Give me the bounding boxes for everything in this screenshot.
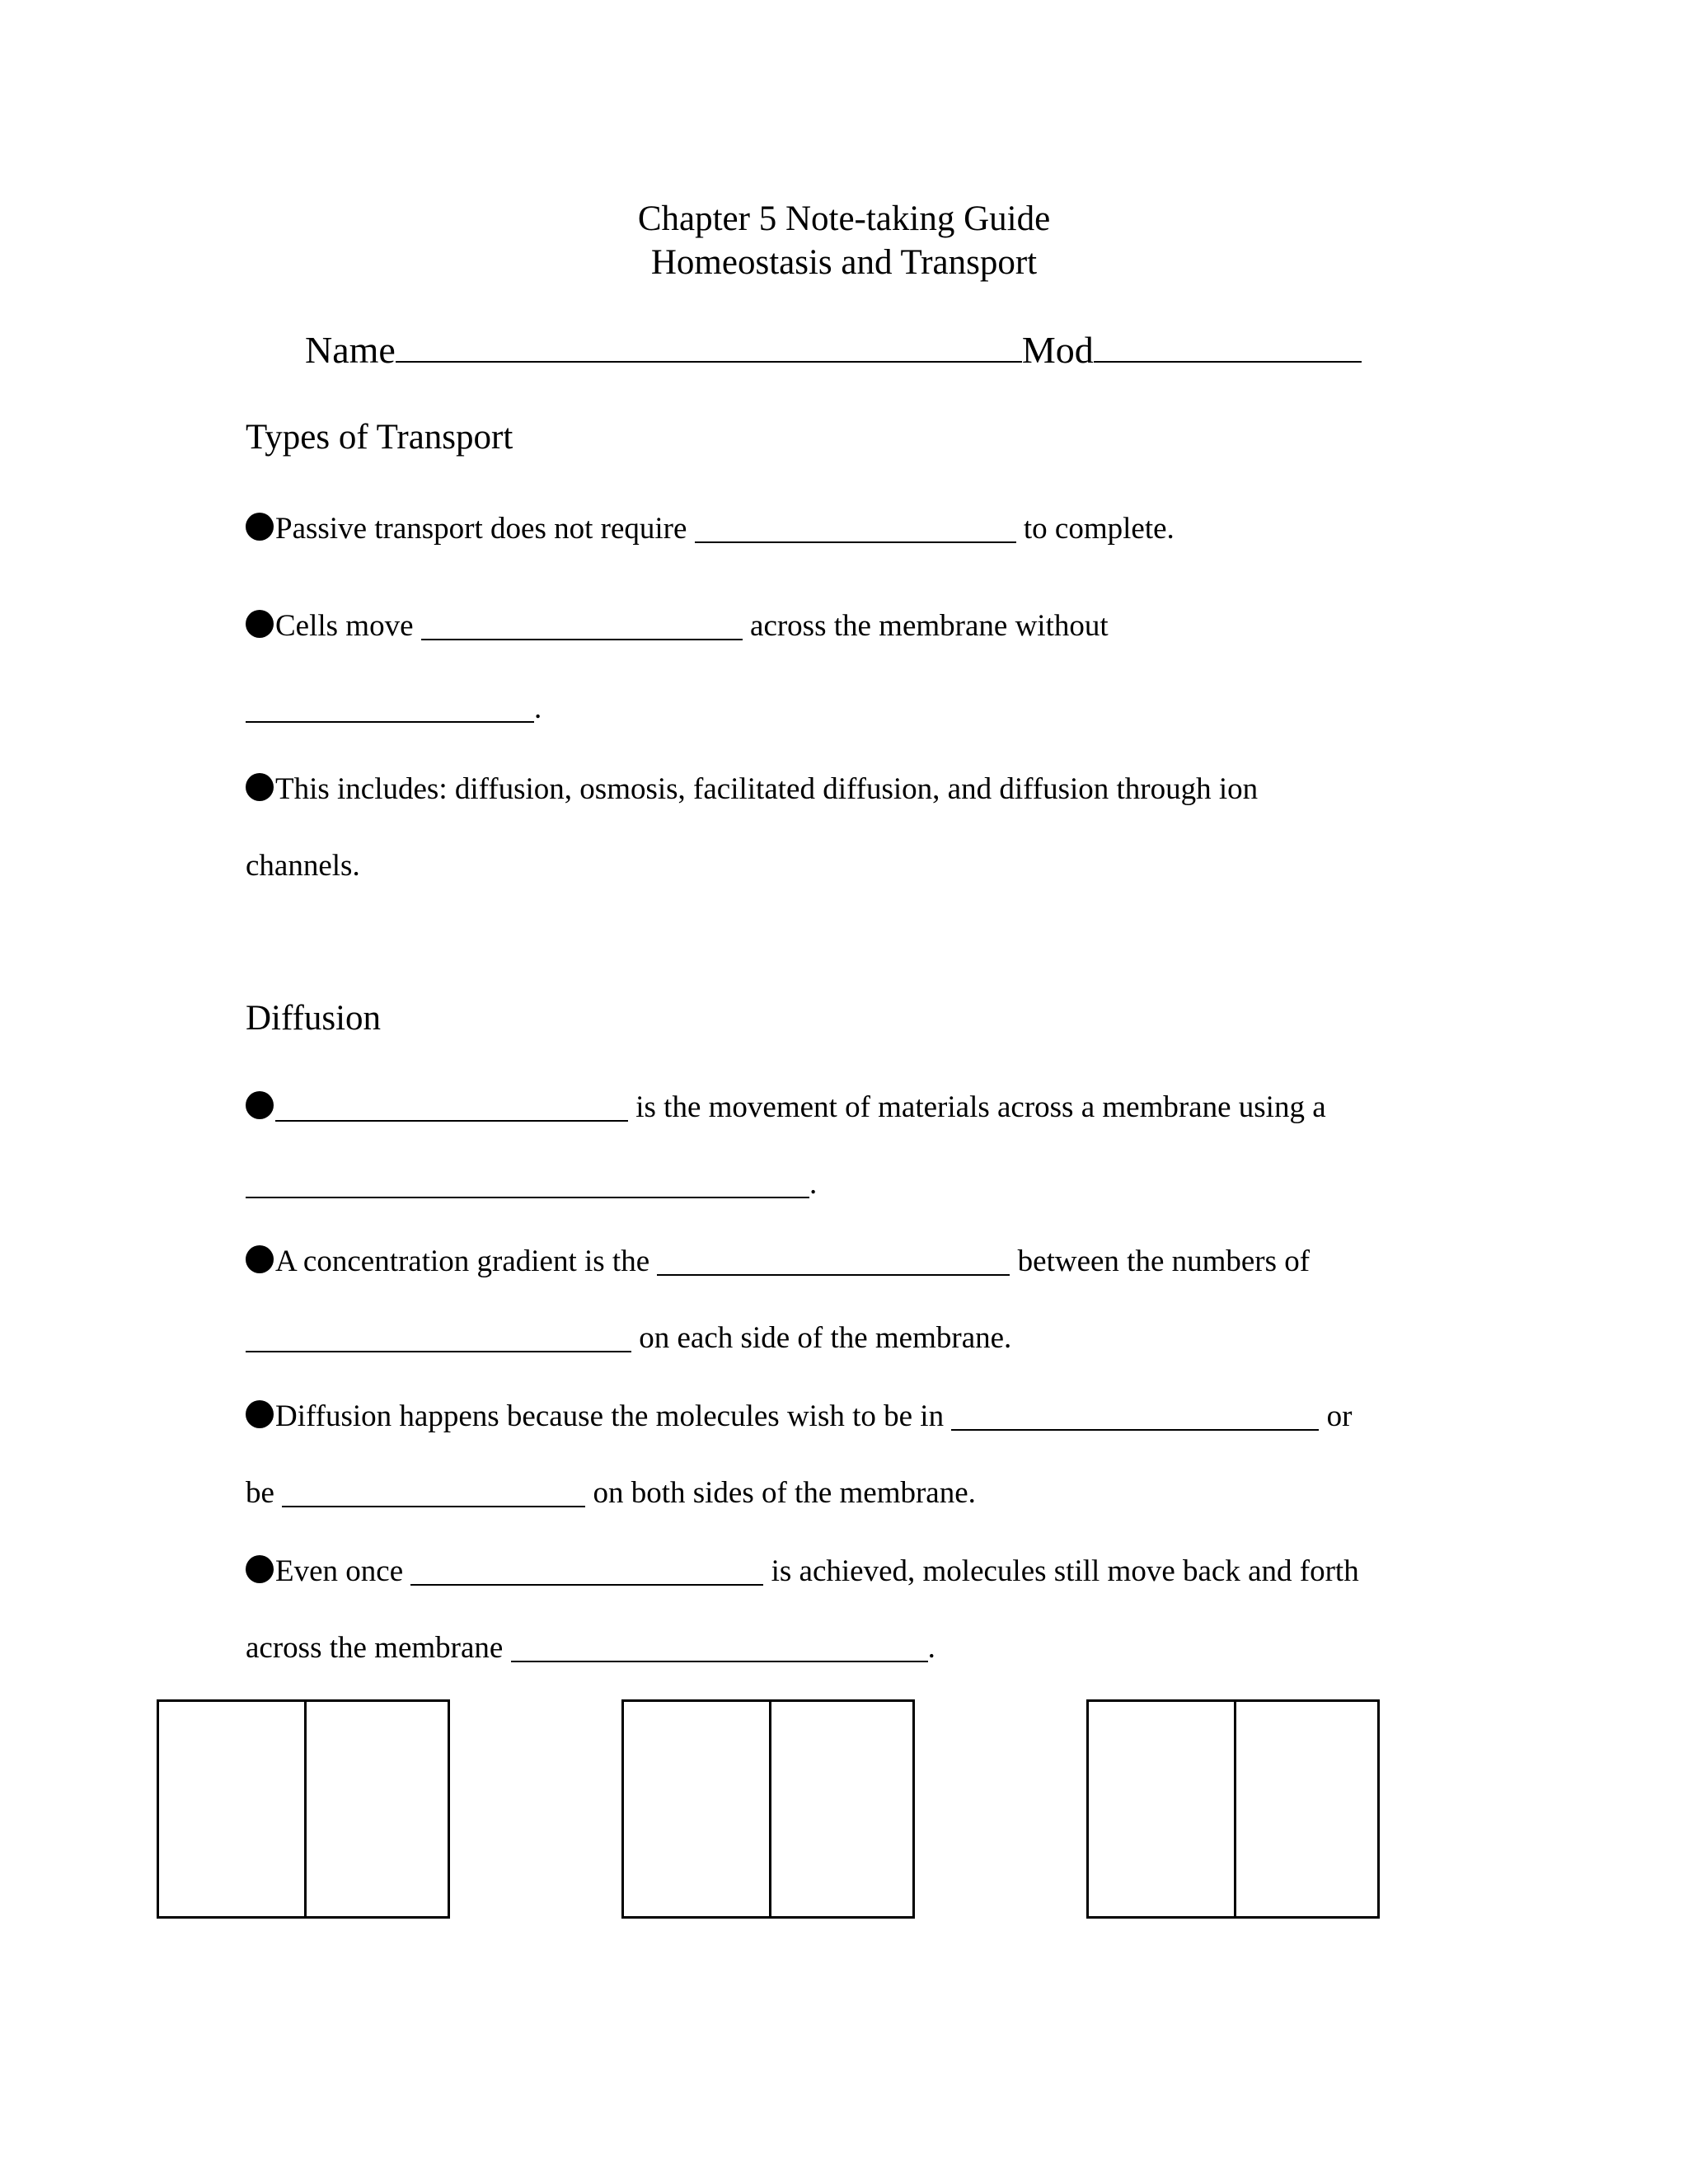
diffusion-bullet-4: Even once is achieved, molecules still move back and forth [246, 1553, 1359, 1591]
worksheet-subtitle: Homeostasis and Transport [650, 243, 1038, 282]
blank-field[interactable] [511, 1633, 928, 1662]
bullet-icon [246, 1245, 274, 1273]
diffusion-bullet-1: is the movement of materials across a membrane using a [246, 1089, 1326, 1127]
blank-field[interactable] [951, 1401, 1319, 1431]
name-label: Name [305, 329, 396, 371]
blank-field[interactable] [246, 1169, 809, 1198]
bullet-icon [246, 773, 274, 801]
diffusion-bullet-2-cont: on each side of the membrane. [246, 1319, 1011, 1357]
types-bullet-2-cont: . [246, 690, 542, 728]
blank-field[interactable] [275, 1092, 628, 1122]
membrane-diagram-box-3[interactable] [1086, 1699, 1380, 1919]
diffusion-bullet-3: Diffusion happens because the molecules wish to be in or [246, 1398, 1352, 1436]
blank-field[interactable] [410, 1556, 763, 1586]
membrane-diagram-box-1[interactable] [157, 1699, 450, 1919]
blank-field[interactable] [246, 1323, 631, 1352]
bullet-icon [246, 1555, 274, 1583]
section-heading-diffusion: Diffusion [246, 999, 382, 1038]
diffusion-bullet-2: A concentration gradient is the between the numbers of [246, 1243, 1310, 1281]
bullet-icon [246, 513, 274, 541]
diffusion-bullet-4-cont: across the membrane . [246, 1631, 935, 1665]
mod-field[interactable] [1094, 328, 1362, 363]
diffusion-bullet-3-cont: be on both sides of the membrane. [246, 1476, 976, 1510]
blank-field[interactable] [421, 611, 743, 640]
section-heading-types: Types of Transport [246, 418, 513, 457]
bullet-icon [246, 1091, 274, 1119]
blank-field[interactable] [282, 1478, 585, 1507]
diffusion-bullet-1-cont: . [246, 1165, 817, 1203]
blank-field[interactable] [657, 1246, 1010, 1276]
membrane-divider [769, 1702, 771, 1916]
bullet-icon [246, 1400, 274, 1428]
types-bullet-1: Passive transport does not require to complete. [246, 510, 1175, 548]
blank-field[interactable] [695, 513, 1016, 543]
blank-field[interactable] [246, 693, 534, 723]
mod-label: Mod [1021, 329, 1094, 371]
types-bullet-3-cont: channels. [246, 849, 360, 883]
bullet-icon [246, 610, 274, 638]
membrane-diagram-box-2[interactable] [621, 1699, 915, 1919]
name-mod-row [305, 327, 1362, 373]
types-bullet-2: Cells move across the membrane without [246, 607, 1109, 645]
membrane-divider [1234, 1702, 1236, 1916]
membrane-divider [304, 1702, 307, 1916]
worksheet-title: Chapter 5 Note-taking Guide [637, 199, 1051, 238]
types-bullet-3: This includes: diffusion, osmosis, facilitated diffusion, and diffusion through ion [246, 771, 1258, 808]
name-field[interactable] [396, 328, 1022, 363]
